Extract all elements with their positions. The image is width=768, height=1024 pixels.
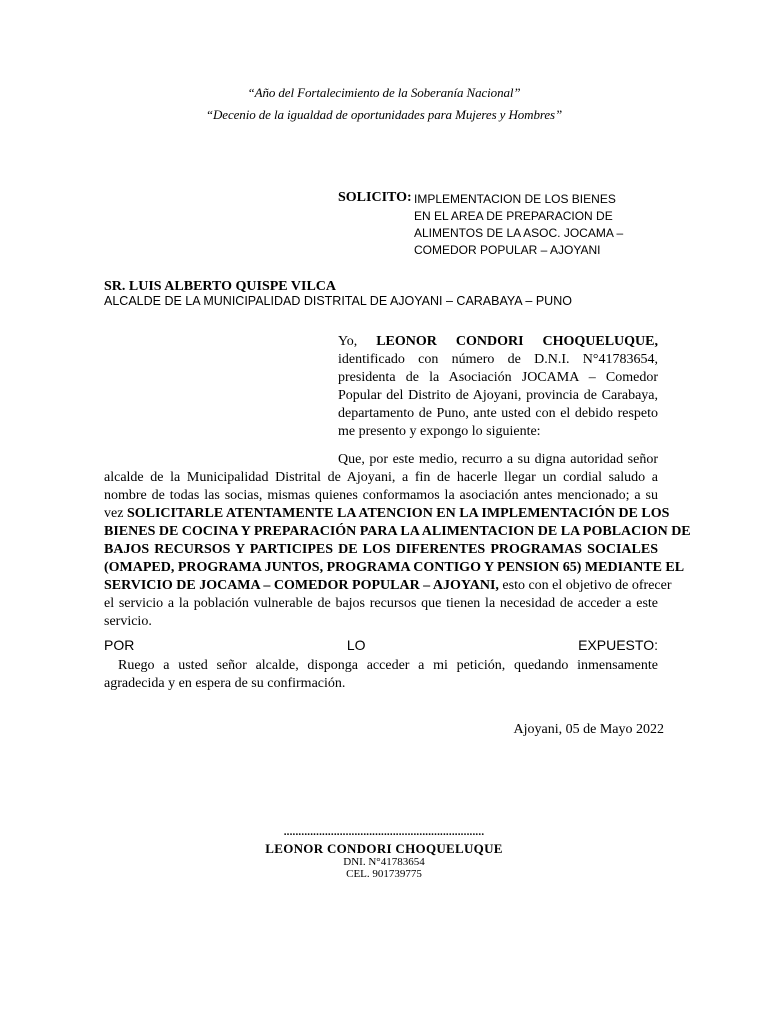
body-line: BIENES DE COCINA Y PREPARACIÓN PARA LA ALIMENTACION DE LA POBLACION DE — [104, 524, 691, 539]
solicito-line: COMEDOR POPULAR – AJOYANI — [414, 243, 601, 257]
solicito-subject — [414, 191, 623, 259]
intro-prefix: Yo, — [338, 334, 358, 349]
body-line: el servicio a la población vulnerable de bajos recursos que tienen la necesidad de acceder a este — [104, 596, 658, 611]
lo-word: LO — [346, 637, 366, 653]
signature-line: .................................................................... — [283, 826, 485, 838]
ruego-line: Ruego a usted señor alcalde, disponga acceder a mi petición, quedando inmensamente — [118, 658, 658, 673]
body-line-rest: esto con el objetivo de ofrecer — [502, 578, 672, 593]
motto-line-2: “Decenio de la igualdad de oportunidades para Mujeres y Hombres” — [205, 107, 563, 122]
signature-name: LEONOR CONDORI CHOQUELUQUE — [265, 841, 503, 856]
signature-phone: CEL. 901739775 — [346, 868, 422, 880]
intro-line: presidenta de la Asociación JOCAMA – Comedor — [338, 370, 658, 385]
por-lo-expuesto — [104, 637, 658, 653]
intro-line: Popular del Distrito de Ajoyani, provincia de Carabaya, — [338, 388, 658, 403]
body-line: alcalde de la Municipalidad Distrital de Ajoyani, a fin de hacerle llegar un cordial saludo a — [104, 470, 658, 485]
body-line: Que, por este medio, recurro a su digna autoridad señor — [338, 452, 658, 467]
intro-line: departamento de Puno, ante usted con el debido respeto — [338, 406, 658, 421]
intro-line: identificado con número de D.N.I. N°41783654, — [338, 352, 658, 367]
intro-first-line — [338, 333, 658, 351]
solicito-line: IMPLEMENTACION DE LOS BIENES — [414, 192, 616, 206]
body-line: servicio. — [104, 614, 152, 629]
body-line: BAJOS RECURSOS Y PARTICIPES DE LOS DIFERENTES PROGRAMAS SOCIALES — [104, 542, 658, 557]
intro-paragraph — [338, 333, 658, 441]
body-line: nombre de todas las socias, mismas quienes conformamos la asociación antes mencionado; a su — [104, 488, 658, 503]
body-paragraph — [104, 451, 691, 631]
solicito-line: EN EL AREA DE PREPARACION DE — [414, 209, 613, 223]
expuesto-word: EXPUESTO: — [578, 637, 658, 653]
body-line: (OMAPED, PROGRAMA JUNTOS, PROGRAMA CONTIGO Y PENSION 65) MEDIANTE EL — [104, 560, 685, 575]
motto-line-1: “Año del Fortalecimiento de la Soberanía Nacional” — [247, 85, 521, 100]
service-bold-text: SERVICIO DE JOCAMA – COMEDOR POPULAR – AJOYANI, — [104, 578, 499, 593]
intro-line: me presento y expongo lo siguiente: — [338, 424, 541, 439]
por-word: POR — [104, 637, 135, 653]
applicant-name: LEONOR CONDORI CHOQUELUQUE, — [376, 334, 659, 349]
body-line-prefix: vez — [104, 506, 124, 521]
body-line — [104, 577, 672, 595]
signature-dni: DNI. N°41783654 — [343, 856, 425, 868]
request-bold-text: SOLICITARLE ATENTAMENTE LA ATENCION EN LA IMPLEMENTACIÓN DE LOS — [126, 506, 670, 521]
ruego-line: agradecida y en espera de su confirmación. — [104, 676, 346, 691]
letter-date: Ajoyani, 05 de Mayo 2022 — [513, 722, 664, 737]
recipient-title: ALCALDE DE LA MUNICIPALIDAD DISTRITAL DE AJOYANI – CARABAYA – PUNO — [104, 294, 572, 308]
body-line — [104, 505, 670, 523]
ruego-paragraph — [104, 657, 658, 693]
recipient-name: SR. LUIS ALBERTO QUISPE VILCA — [104, 279, 337, 294]
solicito-label: SOLICITO: — [338, 190, 412, 205]
solicito-line: ALIMENTOS DE LA ASOC. JOCAMA – — [414, 226, 624, 240]
